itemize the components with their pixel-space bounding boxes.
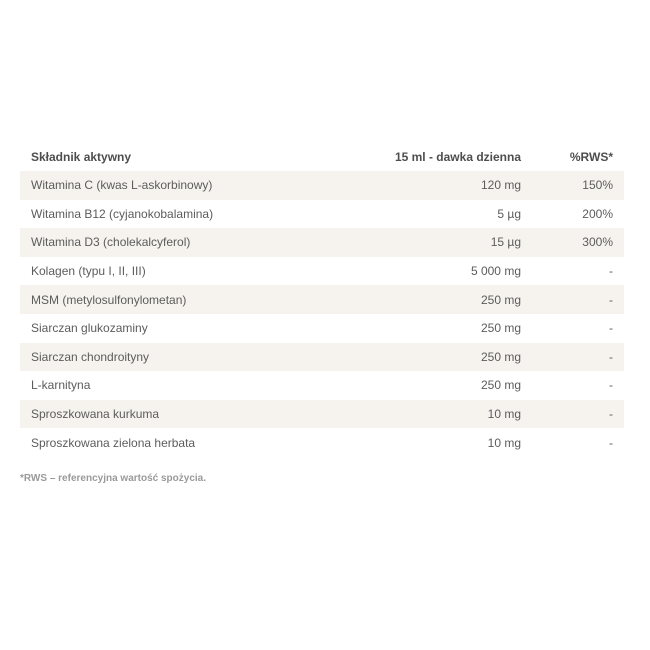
ingredient-rws: - (521, 400, 624, 429)
ingredient-name: Sproszkowana kurkuma (20, 400, 331, 429)
ingredient-rws: - (609, 378, 613, 393)
ingredient-dose: 5 µg (497, 206, 521, 221)
ingredient-dose: 5 000 mg (470, 264, 521, 279)
ingredient-dose: 10 mg (331, 400, 521, 429)
ingredient-dose: 250 mg (480, 378, 521, 393)
ingredient-name: Witamina B12 (cyjanokobalamina) (31, 206, 214, 221)
table-row (20, 343, 624, 372)
rws-footnote: *RWS – referencyjna wartość spożycia. (20, 473, 207, 484)
table-row (20, 257, 624, 286)
ingredient-name: L-karnityna (31, 378, 91, 393)
ingredient-dose: 250 mg (331, 343, 521, 372)
ingredient-name: Kolagen (typu I, II, III) (31, 264, 146, 279)
table-row (20, 228, 624, 257)
table-row (20, 400, 624, 429)
ingredient-name: Witamina D3 (cholekalcyferol) (20, 228, 331, 257)
table-row (20, 428, 624, 457)
ingredient-rws: 150% (521, 171, 624, 200)
ingredient-name: Siarczan chondroityny (20, 343, 331, 372)
ingredient-dose: 250 mg (480, 321, 521, 336)
ingredient-name: Siarczan glukozaminy (31, 321, 148, 336)
ingredient-dose: 10 mg (487, 435, 521, 450)
ingredient-rws: - (521, 285, 624, 314)
ingredient-rws: - (609, 321, 613, 336)
ingredient-rws: - (521, 343, 624, 372)
ingredient-rws: - (609, 264, 613, 279)
table-row (20, 314, 624, 343)
table-header-row (20, 142, 624, 171)
ingredient-dose: 120 mg (331, 171, 521, 200)
ingredients-table-container (20, 142, 624, 457)
ingredient-name: Witamina C (kwas L-askorbinowy) (20, 171, 331, 200)
ingredient-rws: 300% (521, 228, 624, 257)
table-row (20, 371, 624, 400)
ingredient-name: MSM (metylosulfonylometan) (20, 285, 331, 314)
ingredient-dose: 15 µg (331, 228, 521, 257)
header-ingredient: Składnik aktywny (31, 149, 132, 164)
ingredient-name: Sproszkowana zielona herbata (31, 435, 196, 450)
header-rws: %RWS* (569, 149, 613, 164)
header-daily-dose: 15 ml - dawka dzienna (394, 149, 521, 164)
ingredient-rws: - (609, 435, 613, 450)
table-row (20, 200, 624, 229)
table-row (20, 285, 624, 314)
ingredients-table (20, 142, 624, 457)
table-row (20, 171, 624, 200)
ingredient-dose: 250 mg (331, 285, 521, 314)
ingredient-rws: 200% (582, 206, 613, 221)
